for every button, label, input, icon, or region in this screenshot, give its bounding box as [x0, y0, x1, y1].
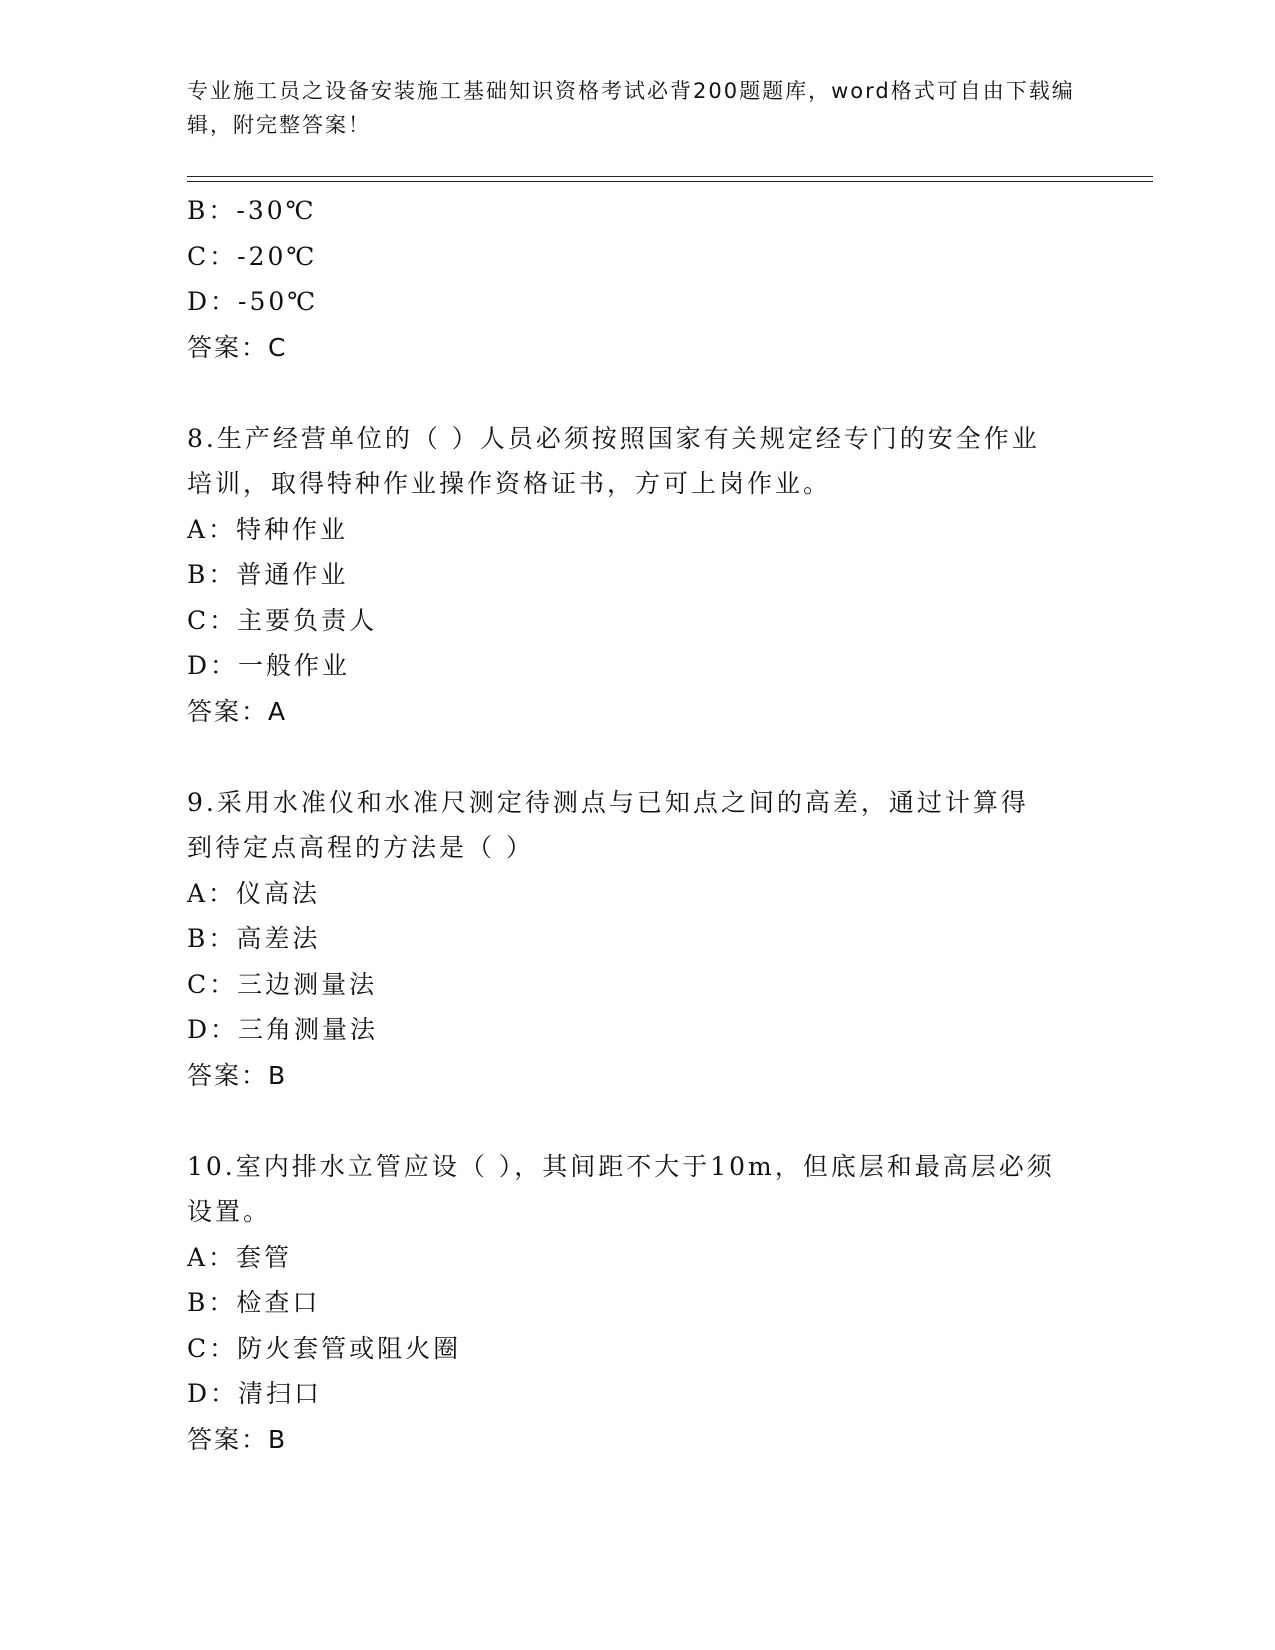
question-stem-cont: 设置。	[187, 1197, 272, 1226]
option-c: C：-20℃	[187, 241, 318, 271]
option-d: D：三角测量法	[187, 1015, 379, 1044]
option-c: C：主要负责人	[187, 605, 378, 635]
option-c: C：三边测量法	[187, 969, 378, 999]
option-d: D：清扫口	[187, 1379, 323, 1408]
question-8	[187, 416, 1087, 735]
option-a: A：套管	[187, 1242, 293, 1272]
question-7-tail	[187, 188, 1087, 370]
answer-line: 答案：C	[187, 332, 288, 362]
document-header	[187, 74, 1077, 142]
question-stem: 10.室内排水立管应设（ ），其间距不大于10m，但底层和最高层必须	[187, 1151, 1055, 1181]
option-d: D：-50℃	[187, 287, 319, 316]
option-c: C：防火套管或阻火圈	[187, 1333, 462, 1363]
option-b: B：普通作业	[187, 560, 349, 589]
question-10	[187, 1144, 1087, 1463]
header-text: 专业施工员之设备安装施工基础知识资格考试必背200题题库，word格式可自由下载编辑，附完整答案！	[187, 79, 1075, 137]
header-divider-top	[187, 176, 1153, 177]
document-body	[187, 188, 1087, 1462]
answer-line: 答案：B	[187, 1060, 288, 1090]
question-stem: 9.采用水准仪和水准尺测定待测点与已知点之间的高差，通过计算得	[187, 787, 1029, 817]
option-a: A：仪高法	[187, 878, 321, 908]
answer-line: 答案：A	[187, 696, 288, 726]
option-b: B：-30℃	[187, 196, 317, 225]
option-a: A：特种作业	[187, 514, 349, 544]
question-stem: 8.生产经营单位的（ ）人员必须按照国家有关规定经专门的安全作业	[187, 423, 1040, 453]
question-stem-cont: 培训，取得特种作业操作资格证书，方可上岗作业。	[187, 469, 832, 498]
option-b: B：检查口	[187, 1288, 321, 1317]
answer-line: 答案：B	[187, 1424, 288, 1454]
option-d: D：一般作业	[187, 651, 351, 680]
header-divider-bottom	[187, 181, 1153, 182]
question-9	[187, 780, 1087, 1099]
option-b: B：高差法	[187, 924, 321, 953]
question-stem-cont: 到待定点高程的方法是（ ）	[187, 833, 534, 862]
